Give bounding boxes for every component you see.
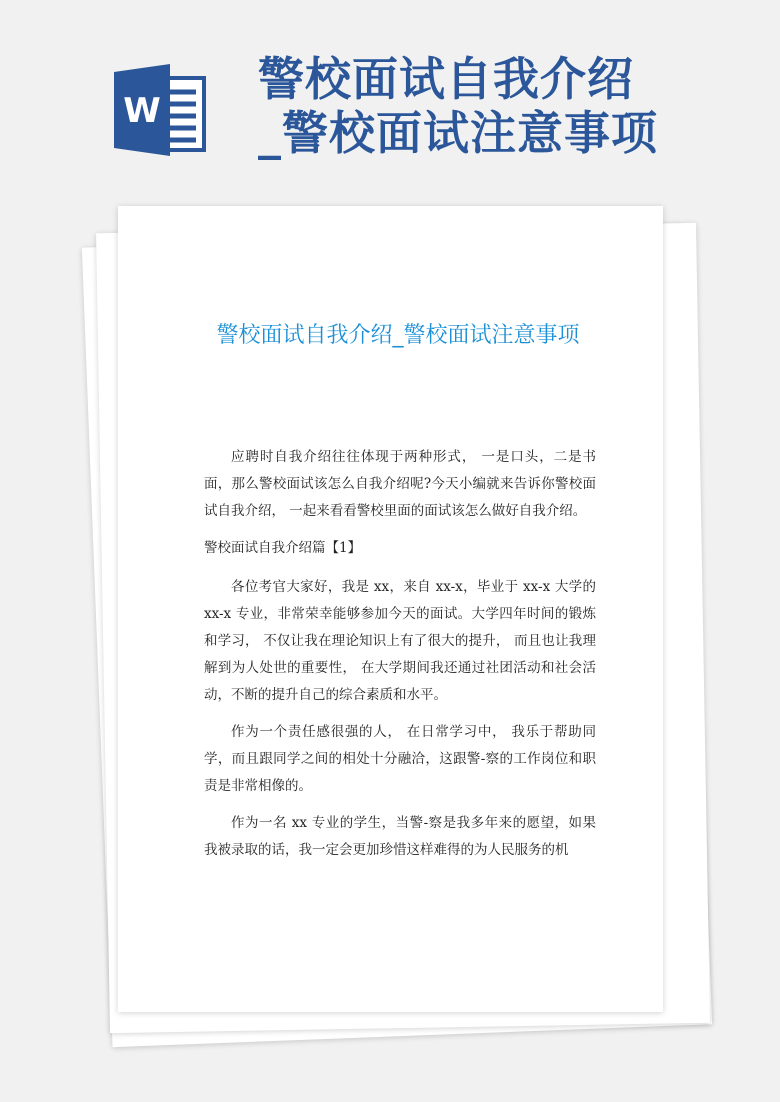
- document-body: [204, 444, 596, 874]
- document-page: [118, 206, 663, 1012]
- section-heading: 警校面试自我介绍篇【1】: [204, 540, 362, 556]
- document-title: 警校面试自我介绍_警校面试注意事项: [216, 323, 580, 348]
- header-title: [258, 52, 768, 160]
- word-logo-letter: W: [123, 91, 161, 131]
- intro-paragraph: 应聘时自我介绍往往体现于两种形式， 一是口头，二是书面，那么警校面试该怎么自我介绍呢?今天小编就来告诉你警校面试自我介绍， 一起来看看警校里面的面试该怎么做好自我介绍。: [204, 449, 596, 519]
- word-document-icon: [110, 60, 210, 160]
- body-paragraph: 作为一名 xx 专业的学生，当警-察是我多年来的愿望，如果我被录取的话，我一定会更加珍惜这样难得的为人民服务的机: [204, 815, 596, 858]
- body-paragraph: 作为一个责任感很强的人， 在日常学习中， 我乐于帮助同学，而且跟同学之间的相处十分融洽，这跟警-察的工作岗位和职责是非常相像的。: [204, 724, 596, 794]
- header-title-line1: 警校面试自我介绍: [258, 52, 634, 106]
- page-header: [0, 0, 780, 200]
- header-title-line2: _警校面试注意事项: [258, 106, 658, 160]
- body-paragraph: 各位考官大家好，我是 xx，来自 xx-x，毕业于 xx-x 大学的 xx-x 专业，非常荣幸能够参加今天的面试。大学四年时间的锻炼和学习， 不仅让我在理论知识上有了很大的提升， 而且也让我理解到为人处世的重要性， 在大学期间我还通过社团活动和社会活动，不断的提升自己的综合素质和水平。: [204, 579, 596, 703]
